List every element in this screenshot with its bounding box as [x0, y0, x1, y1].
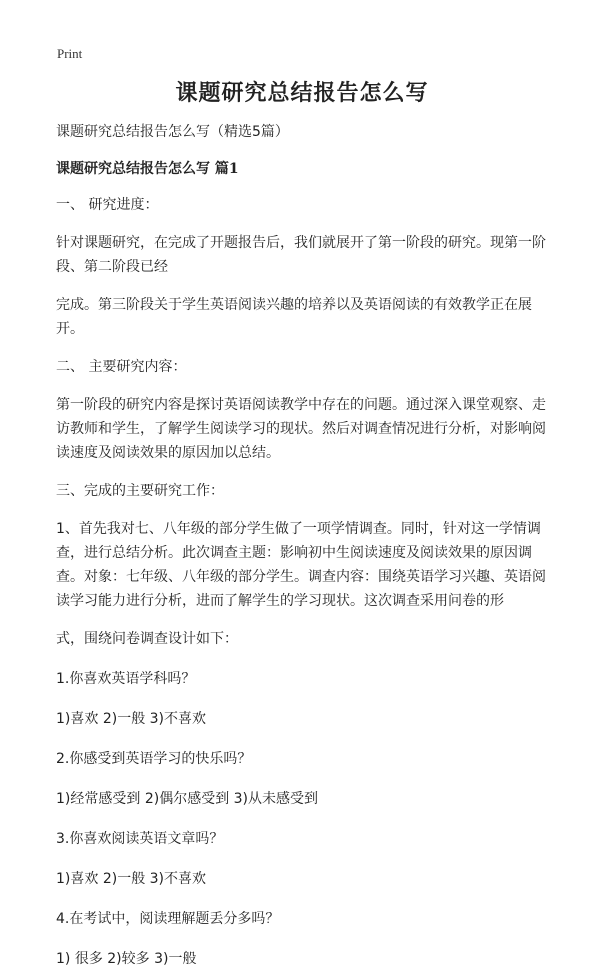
options-2: 1)经常感受到 2)偶尔感受到 3)从未感受到 — [56, 791, 319, 807]
paragraph-progress-1: 针对课题研究，在完成了开题报告后，我们就展开了第一阶段的研究。现第一阶段、第二阶段已经 — [56, 235, 546, 275]
question-4: 4.在考试中，阅读理解题丢分多吗？ — [56, 911, 280, 927]
options-3: 1)喜欢 2)一般 3)不喜欢 — [56, 871, 207, 887]
print-link[interactable]: Print — [57, 46, 83, 61]
document-subtitle: 课题研究总结报告怎么写（精选5篇） — [56, 124, 289, 140]
question-1: 1.你喜欢英语学科吗？ — [56, 671, 196, 687]
options-4: 1) 很多 2)较多 3)一般 — [56, 951, 197, 967]
heading-research-progress: 一、 研究进度： — [56, 197, 159, 213]
heading-main-content: 二、 主要研究内容： — [56, 359, 187, 375]
section-heading: 课题研究总结报告怎么写 篇1 — [56, 161, 239, 177]
heading-completed-work: 三、完成的主要研究工作： — [56, 483, 224, 499]
paragraph-main-content: 第一阶段的研究内容是探讨英语阅读教学中存在的问题。通过深入课堂观察、走访教师和学生，了解学生阅读学习的现状。然后对调查情况进行分析，对影响阅读速度及阅读效果的原因加以总结。 — [56, 397, 546, 461]
page-title: 课题研究总结报告怎么写 — [175, 81, 429, 106]
paragraph-survey-design: 式，围绕问卷调查设计如下： — [56, 631, 238, 647]
options-1: 1)喜欢 2)一般 3)不喜欢 — [56, 711, 207, 727]
paragraph-survey-description: 1、首先我对七、八年级的部分学生做了一项学情调查。同时，针对这一学情调查，进行总结分析。此次调查主题：影响初中生阅读速度及阅读效果的原因调查。对象：七年级、八年级的部分学生。调查内容：围绕英语学习兴趣、英语阅读学习能力进行分析，进而了解学生的学习现状。这次调查采用问卷的形 — [56, 521, 546, 609]
question-3: 3.你喜欢阅读英语文章吗？ — [56, 831, 224, 847]
question-2: 2.你感受到英语学习的快乐吗？ — [56, 751, 252, 767]
paragraph-progress-2: 完成。第三阶段关于学生英语阅读兴趣的培养以及英语阅读的有效教学正在展开。 — [56, 297, 532, 337]
